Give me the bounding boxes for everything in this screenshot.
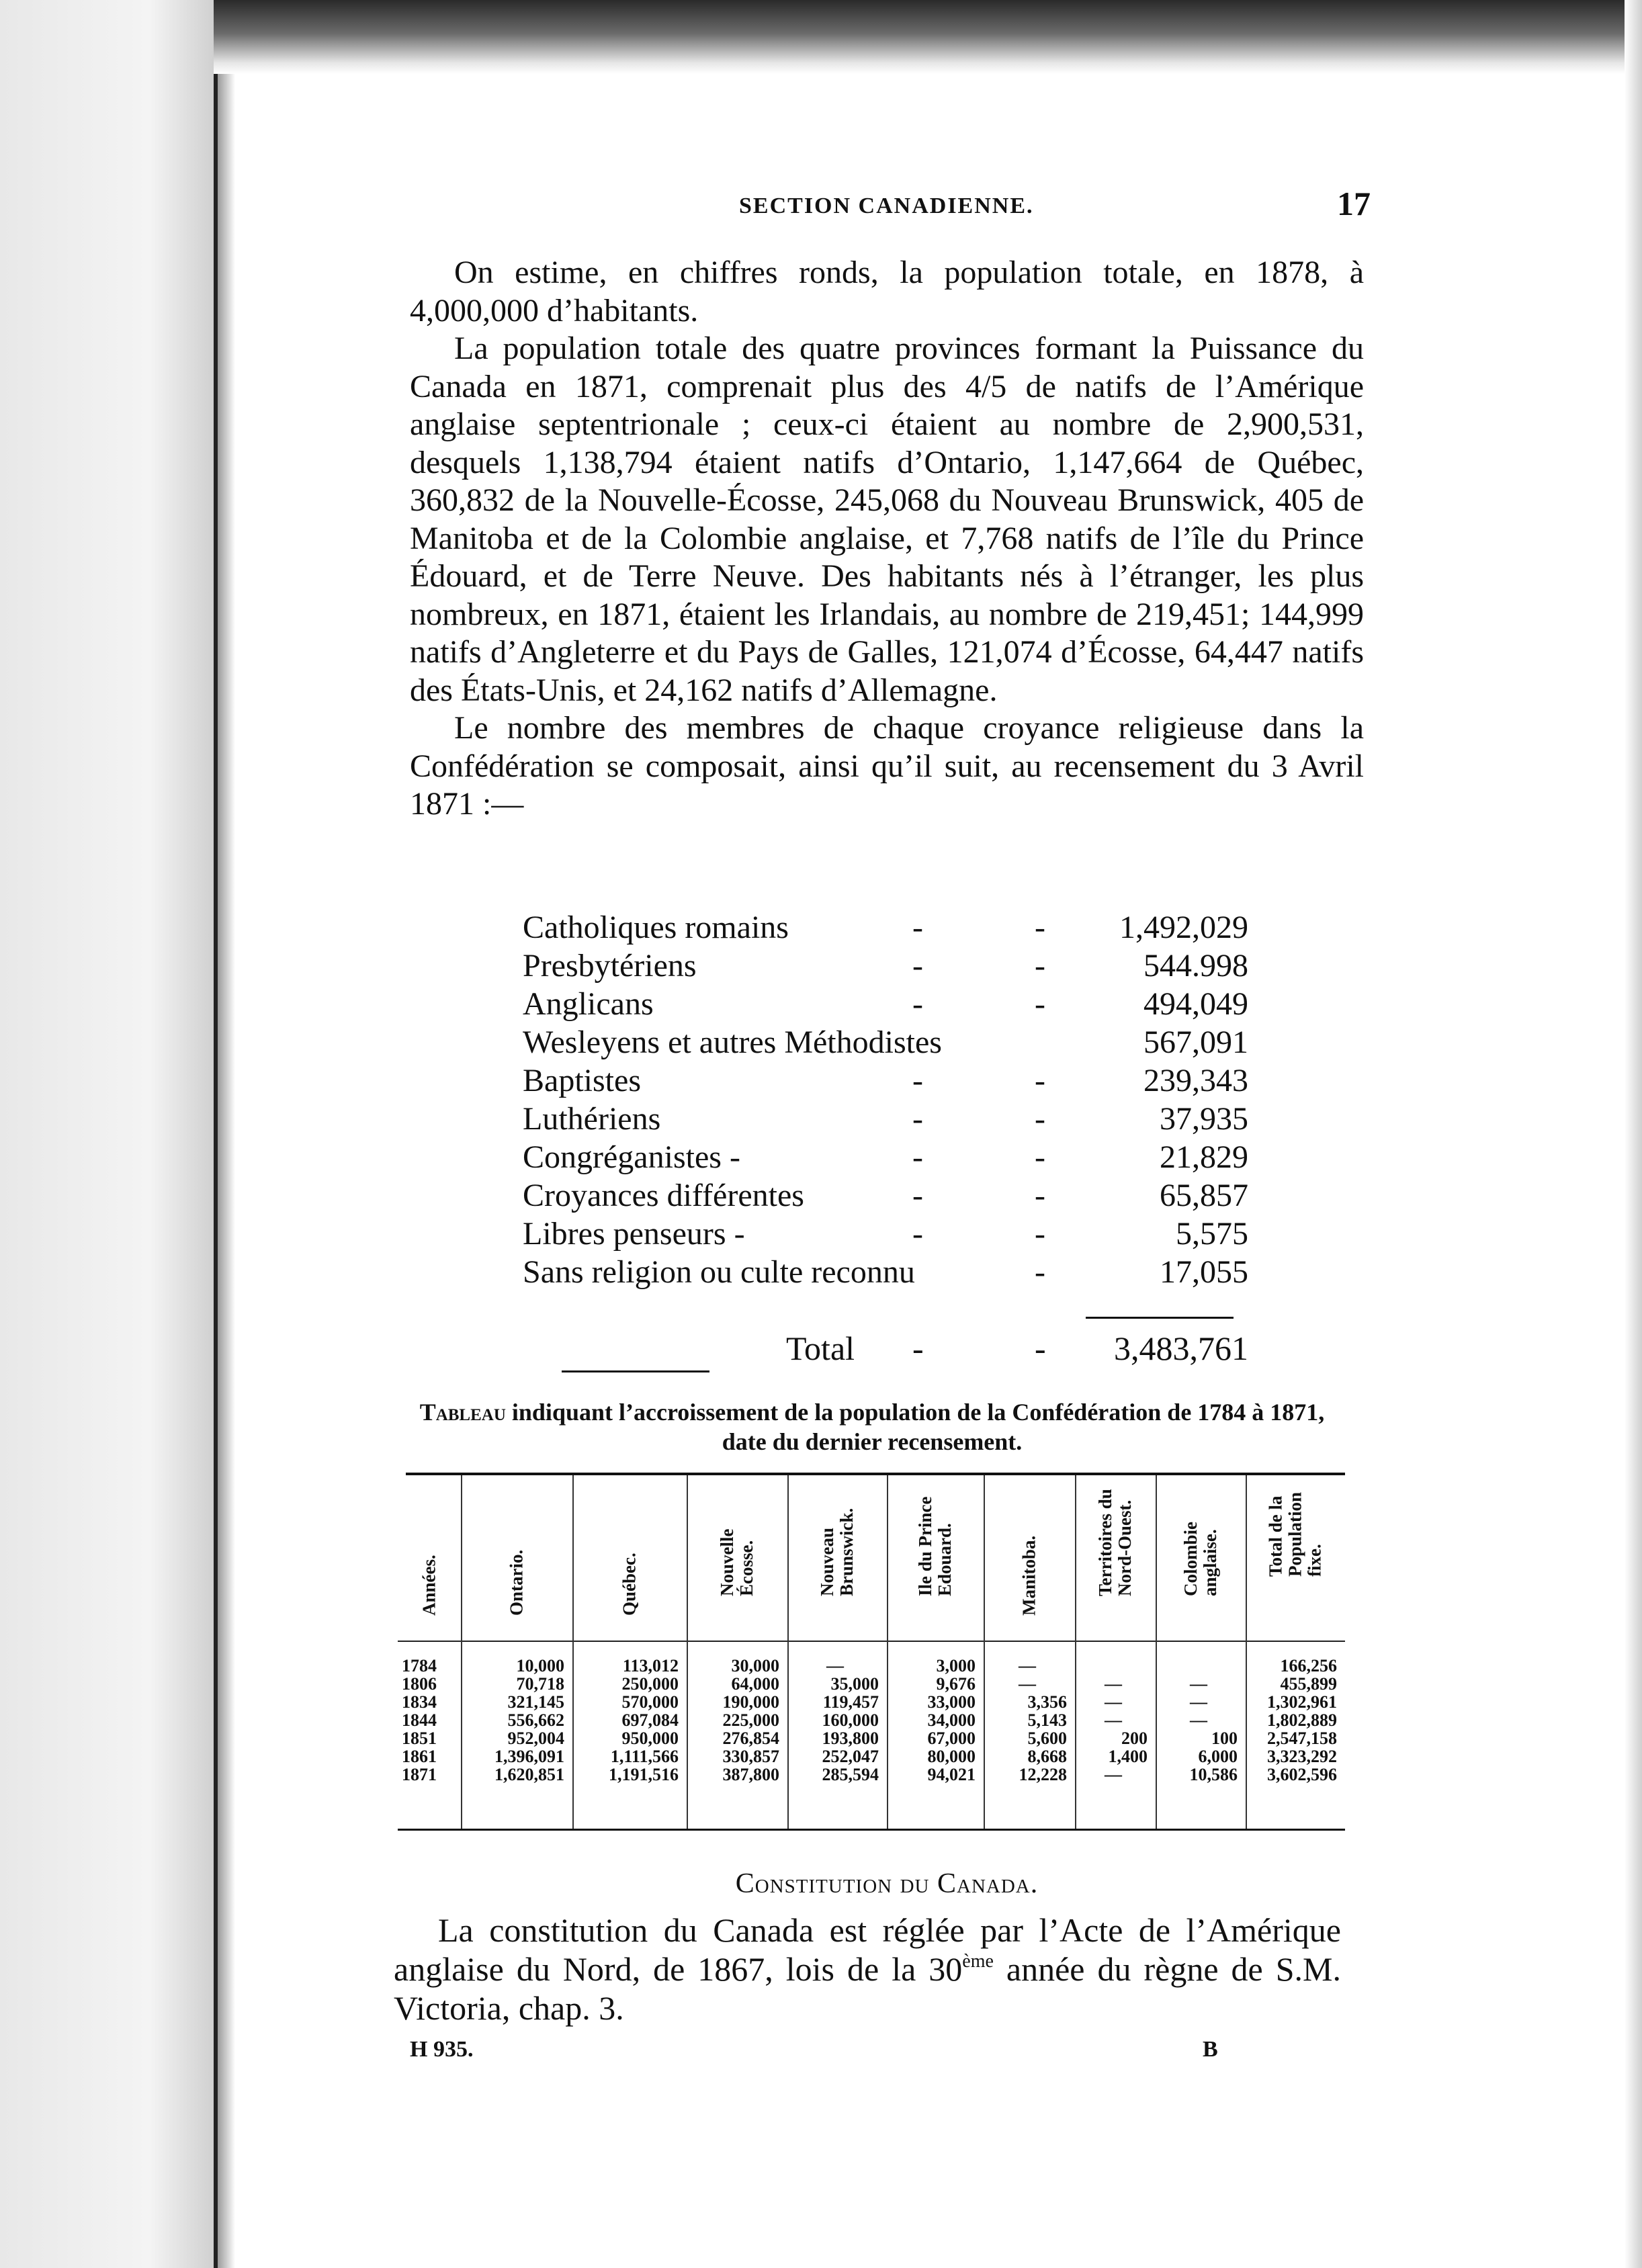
religion-row (523, 1215, 1248, 1253)
section-title: Constitution du Canada. (735, 1868, 1039, 1899)
religion-list (523, 908, 1248, 1291)
population-cell: 285,594 (822, 1765, 879, 1784)
population-cell: 455,899 (1280, 1674, 1337, 1694)
religion-name: Baptistes (523, 1063, 641, 1098)
population-cell: 387,800 (722, 1765, 779, 1784)
population-cell: 1,400 (1108, 1747, 1148, 1766)
population-cell: 113,012 (622, 1656, 679, 1675)
population-cell: 12,228 (1019, 1765, 1067, 1784)
population-cell: 330,857 (722, 1747, 779, 1766)
religion-name: Wesleyens et autres Méthodistes (523, 1024, 942, 1060)
ordinal-superscript: ème (962, 1951, 994, 1972)
religion-name: Croyances différentes (523, 1178, 804, 1213)
column-header (1248, 1481, 1342, 1635)
population-cell: 252,047 (822, 1747, 879, 1766)
religion-row (523, 1023, 1248, 1061)
religion-count: 17,055 (1160, 1254, 1248, 1290)
column-divider (787, 1475, 789, 1829)
population-cell: — (1190, 1692, 1207, 1712)
leader-dash: - (912, 910, 923, 945)
population-cell: 8,668 (1027, 1747, 1067, 1766)
constitution-text-end: année du règne de S.M. Victoria, chap. 3. (394, 1950, 1341, 2027)
column-header (790, 1481, 884, 1635)
population-cell: 166,256 (1280, 1656, 1337, 1675)
total-label: Total (786, 1329, 855, 1367)
table-bottom-rule (398, 1829, 1345, 1831)
population-cell: — (1105, 1692, 1122, 1712)
population-cell: 250,000 (621, 1674, 679, 1694)
paragraph-religion-intro: Le nombre des membres de chaque croyance religieuse dans la Confédération se composait, ainsi qu’il suit, au recensement du 3 Avril 1871 :— (410, 710, 1364, 822)
population-cell: 556,662 (507, 1710, 564, 1730)
column-header (470, 1481, 564, 1635)
population-cell: 10,586 (1189, 1765, 1238, 1784)
population-cell: 1,302,961 (1267, 1692, 1337, 1712)
population-cell: 193,800 (822, 1729, 879, 1748)
population-cell: 3,323,292 (1267, 1747, 1337, 1766)
leader-dash: - (912, 986, 923, 1022)
religion-name: Catholiques romains (523, 910, 789, 945)
religion-count: 21,829 (1160, 1139, 1248, 1175)
total-value: 3,483,761 (1114, 1329, 1248, 1367)
religion-count: 37,935 (1160, 1101, 1248, 1137)
leader-dash: - (912, 1216, 923, 1252)
column-divider (572, 1475, 574, 1829)
population-cell: 6,000 (1198, 1747, 1238, 1766)
population-cell: — (1105, 1765, 1122, 1784)
religion-total-row (523, 1329, 1248, 1369)
printer-signature: H 935. (410, 2037, 474, 2062)
leader-dash: - (1035, 1216, 1045, 1252)
column-header-label: Manitoba. (1019, 1535, 1039, 1616)
religion-name: Libres penseurs - (523, 1216, 745, 1252)
year-cell: 1784 (402, 1656, 437, 1675)
population-growth-table (398, 1465, 1345, 1841)
religion-row (523, 985, 1248, 1023)
column-header (582, 1481, 677, 1635)
sum-underline (562, 1370, 709, 1372)
religion-row (523, 1138, 1248, 1176)
population-cell: 64,000 (731, 1674, 779, 1694)
religion-count: 544.998 (1143, 948, 1248, 984)
religion-name: Luthériens (523, 1101, 661, 1137)
religion-name: Anglicans (523, 986, 654, 1022)
population-cell: 34,000 (927, 1710, 976, 1730)
religion-count: 239,343 (1143, 1063, 1248, 1098)
year-cell: 1806 (402, 1674, 437, 1694)
population-cell: 5,600 (1027, 1729, 1067, 1748)
caption-text: indiquant l’accroissement de la population de la Confédération de 1784 à 1871, date du dernier recensement. (511, 1399, 1325, 1455)
column-header (382, 1481, 476, 1635)
population-cell: 2,547,158 (1267, 1729, 1337, 1748)
column-header-label: Ile du Prince Edouard. (915, 1496, 955, 1596)
population-cell: 10,000 (516, 1656, 564, 1675)
population-cell: 100 (1211, 1729, 1238, 1748)
leader-dash: - (1035, 1139, 1045, 1175)
page-number: 17 (1337, 185, 1371, 222)
leader-dash: - (912, 1139, 923, 1175)
table-header-rule (398, 1641, 1345, 1642)
population-cell: — (1105, 1674, 1122, 1694)
population-cell: 225,000 (722, 1710, 779, 1730)
leader-dash: - (1035, 1329, 1046, 1367)
facing-page (0, 0, 214, 2268)
religion-row (523, 947, 1248, 985)
population-cell: 160,000 (822, 1710, 879, 1730)
population-cell: 3,356 (1027, 1692, 1067, 1712)
running-head: SECTION CANADIENNE. (739, 193, 1034, 218)
year-cell: 1834 (402, 1692, 437, 1712)
population-cell: — (1190, 1674, 1207, 1694)
gutter-shadow (218, 0, 235, 2268)
paragraph-population-origins: La population totale des quatre provinces formant la Puissance du Canada en 1871, comprenait plus des 4/5 de natifs de l’Amérique anglaise septentrionale ; ceux-ci étaient au nombre de 2,900,531, desquels 1,138,794 étaient natifs d’Ontario, 1,147,664 de Québec, 360,832 de la Nouvelle-Écosse, 245,068 du Nouveau Brunswick, 405 de Manitoba et de la Colombie anglaise, et 7,768 natifs de l’île du Prince Édouard, et de Terre Neuve. Des habitants nés à l’étranger, les plus nombreux, en 1871, étaient les Irlandais, au nombre de 219,451; 144,999 natifs d’Angleterre et du Pays de Galles, 121,074 d’Écosse, 64,447 natifs des États-Unis, et 24,162 natifs d’Allemagne. (410, 331, 1364, 708)
leader-dash: - (912, 1063, 923, 1098)
leader-dash: - (912, 1329, 924, 1367)
population-cell: 1,620,851 (494, 1765, 564, 1784)
religion-name: Congréganistes - (523, 1139, 740, 1175)
population-cell: 1,396,091 (494, 1747, 564, 1766)
population-cell: — (1190, 1710, 1207, 1730)
page-right-edge (1625, 0, 1642, 2268)
leader-dash: - (1035, 986, 1045, 1022)
column-header (690, 1481, 784, 1635)
page-header (410, 185, 1371, 230)
population-cell: 3,000 (936, 1656, 976, 1675)
population-cell: 697,084 (621, 1710, 679, 1730)
column-header-label: Ontario. (506, 1549, 527, 1616)
population-cell: — (1019, 1674, 1036, 1694)
caption-lead: Tableau (419, 1399, 506, 1426)
year-cell: 1844 (402, 1710, 437, 1730)
population-cell: 119,457 (822, 1692, 879, 1712)
population-cell: 276,854 (722, 1729, 779, 1748)
religion-count: 567,091 (1143, 1024, 1248, 1060)
leader-dash: - (1035, 948, 1045, 984)
leader-dash: - (912, 1178, 923, 1213)
population-cell: 80,000 (927, 1747, 976, 1766)
column-header-label: Total de la Population fixe. (1265, 1491, 1325, 1577)
leader-dash: - (1035, 1254, 1045, 1290)
column-header (982, 1481, 1076, 1635)
religion-row (523, 1100, 1248, 1138)
population-cell: 1,111,566 (610, 1747, 679, 1766)
constitution-text-start: La constitution du Canada est réglée par l’Acte de l’Amérique anglaise du Nord, de 1867, lois de la 30 (394, 1911, 1341, 1988)
religion-row (523, 1176, 1248, 1215)
population-cell: 33,000 (927, 1692, 976, 1712)
population-cell: 1,802,889 (1267, 1710, 1337, 1730)
column-header-label: Années. (419, 1555, 439, 1616)
religion-name: Sans religion ou culte reconnu (523, 1254, 915, 1290)
column-header (1068, 1481, 1162, 1635)
column-header-label: Territoires du Nord-Ouest. (1095, 1489, 1135, 1596)
population-cell: 94,021 (927, 1765, 976, 1784)
leader-dash: - (1035, 1178, 1045, 1213)
leader-dash: - (1035, 910, 1045, 945)
population-cell: — (826, 1656, 844, 1675)
population-cell: 200 (1121, 1729, 1148, 1748)
column-header-label: Québec. (619, 1553, 640, 1616)
religion-row (523, 1253, 1248, 1291)
population-cell: 70,718 (516, 1674, 564, 1694)
religion-row (523, 1061, 1248, 1100)
population-cell: 67,000 (927, 1729, 976, 1748)
leader-dash: - (1035, 1101, 1045, 1137)
constitution-paragraph (394, 1911, 1341, 2027)
page-top-shadow (214, 0, 1642, 74)
column-header-label: Nouvelle Écosse. (717, 1528, 757, 1596)
religion-name: Presbytériens (523, 948, 697, 984)
religion-row (523, 908, 1248, 947)
leader-dash: - (912, 1101, 923, 1137)
population-cell: — (1105, 1710, 1122, 1730)
column-divider (687, 1475, 688, 1829)
population-cell: — (1019, 1656, 1036, 1675)
year-cell: 1861 (402, 1747, 437, 1766)
population-cell: 321,145 (507, 1692, 564, 1712)
year-cell: 1871 (402, 1765, 437, 1784)
leader-dash: - (1035, 1063, 1045, 1098)
religion-count: 1,492,029 (1119, 910, 1248, 945)
column-header (1154, 1481, 1248, 1635)
paragraph-population-estimate: On estime, en chiffres ronds, la population totale, en 1878, à 4,000,000 d’habitants. (410, 255, 1364, 329)
population-cell: 3,602,596 (1267, 1765, 1337, 1784)
population-cell: 950,000 (621, 1729, 679, 1748)
population-cell: 190,000 (722, 1692, 779, 1712)
population-cell: 9,676 (936, 1674, 976, 1694)
column-header-label: Nouveau Brunswick. (817, 1508, 857, 1596)
column-header (888, 1481, 982, 1635)
gathering-letter: B (1203, 2037, 1218, 2062)
population-cell: 1,191,516 (609, 1765, 679, 1784)
population-cell: 5,143 (1027, 1710, 1067, 1730)
population-cell: 570,000 (621, 1692, 679, 1712)
religion-count: 65,857 (1160, 1178, 1248, 1213)
population-cell: 35,000 (830, 1674, 879, 1694)
body-text (410, 254, 1364, 824)
religion-count: 5,575 (1176, 1216, 1248, 1252)
leader-dash: - (912, 948, 923, 984)
religion-count: 494,049 (1143, 986, 1248, 1022)
year-cell: 1851 (402, 1729, 437, 1748)
population-cell: 30,000 (731, 1656, 779, 1675)
constitution-text (394, 1911, 1341, 2027)
population-cell: 952,004 (507, 1729, 564, 1748)
column-header-label: Colombie anglaise. (1180, 1522, 1220, 1596)
